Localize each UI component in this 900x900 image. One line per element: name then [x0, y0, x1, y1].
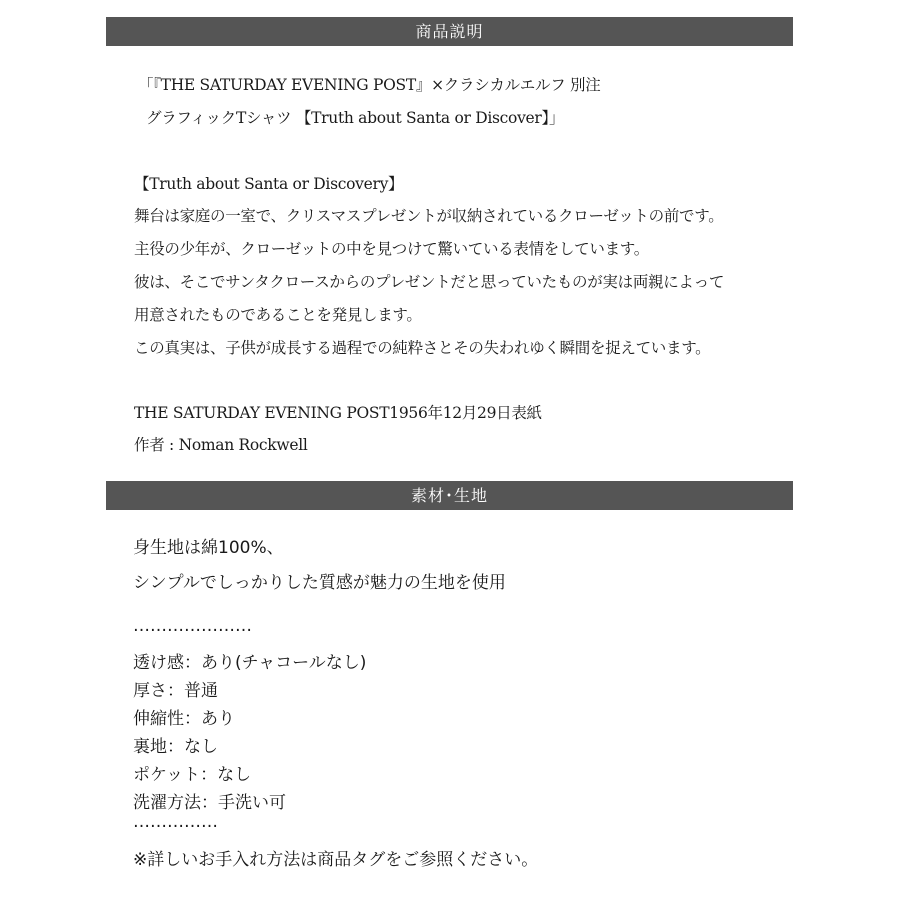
section-header-description: 商品説明 — [106, 17, 793, 46]
description-line: 用意されたものであることを発見します。 — [134, 306, 422, 324]
care-note: ※詳しいお手入れ方法は商品タグをご参照ください。 — [133, 850, 539, 870]
spec-thickness: 厚さ：普通 — [133, 681, 218, 701]
description-line: 舞台は家庭の一室で、クリスマスプレゼントが収納されているクローゼットの前です。 — [134, 207, 724, 225]
description-line: 彼は、そこでサンタクロースからのプレゼントだと思っていたものが実は両親によって — [134, 273, 725, 291]
product-title-line-2: グラフィックTシャツ 【Truth about Santa or Discover】」 — [146, 109, 565, 127]
material-line: 身生地は綿100%、 — [133, 538, 284, 558]
spec-pocket: ポケット：なし — [133, 765, 252, 785]
author-credit: 作者 : Noman Rockwell — [134, 436, 308, 454]
spec-stretch: 伸縮性：あり — [133, 709, 235, 729]
product-title-line-1: 「『THE SATURDAY EVENING POST』×クラシカルエルフ 別注 — [138, 76, 601, 94]
spec-washing: 洗濯方法：手洗い可 — [133, 793, 286, 813]
artwork-subtitle: 【Truth about Santa or Discovery】 — [134, 175, 404, 193]
spec-lining: 裏地：なし — [133, 737, 218, 757]
description-line: 主役の少年が、クローゼットの中を見つけて驚いている表情をしています。 — [134, 240, 649, 258]
cover-credit: THE SATURDAY EVENING POST1956年12月29日表紙 — [134, 404, 542, 422]
spec-transparency: 透け感：あり(チャコールなし) — [133, 653, 367, 673]
section-header-material: 素材･生地 — [106, 481, 793, 510]
description-line: この真実は、子供が成長する過程での純粋さとその失われゆく瞬間を捉えています。 — [134, 339, 711, 357]
divider-dots: ………………… — [133, 616, 252, 636]
divider-dots: …………… — [133, 812, 218, 832]
material-line: シンプルでしっかりした質感が魅力の生地を使用 — [133, 573, 506, 593]
